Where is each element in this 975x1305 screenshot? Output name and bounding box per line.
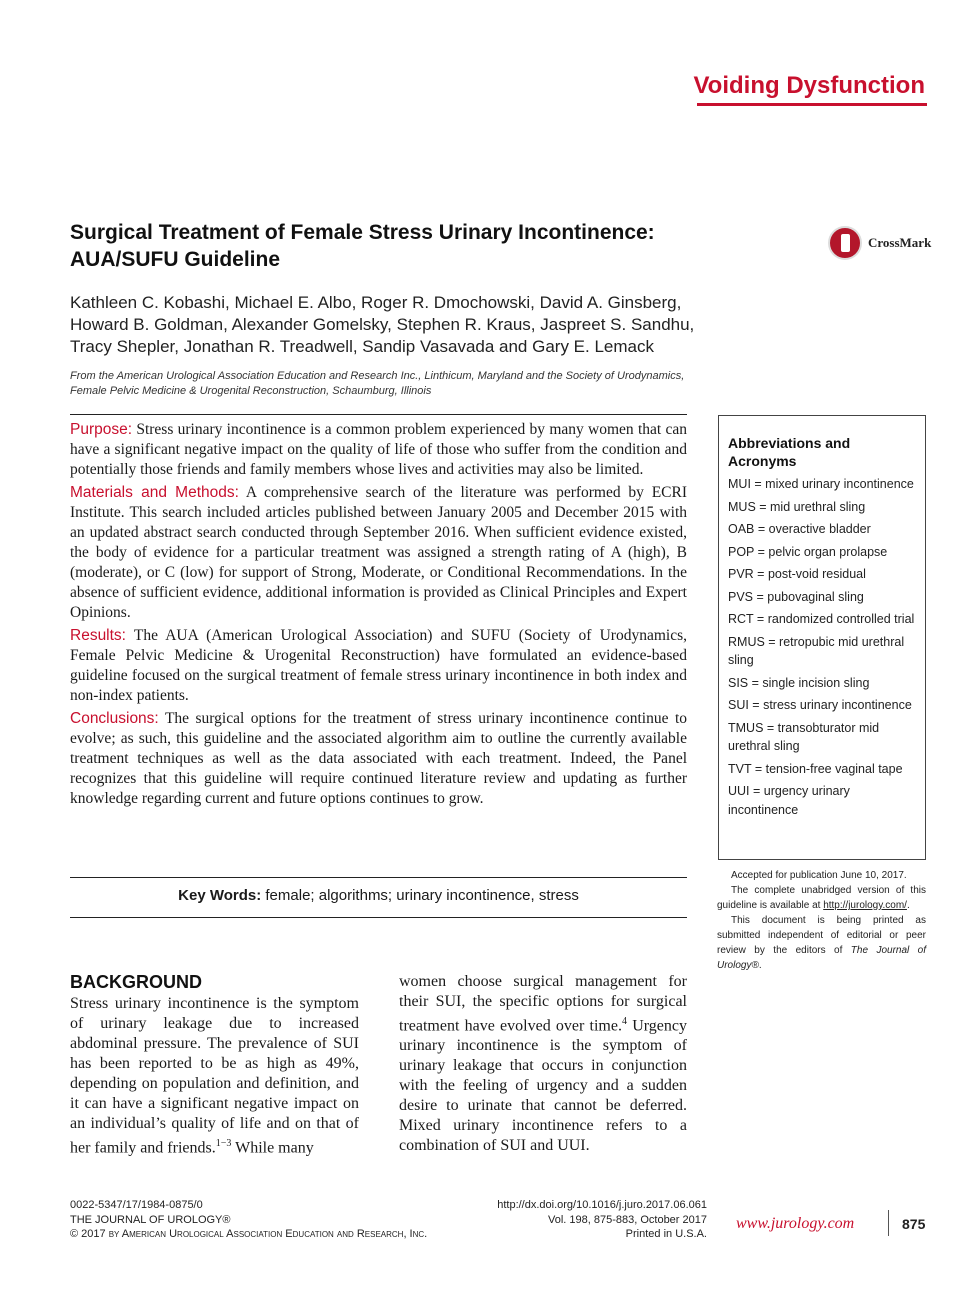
abbreviation-item: TMUS = transobturator mid urethral sling [728, 720, 880, 753]
col2-text-b: Urgency urinary incontinence is the symptom of urinary leakage that occurs in conjunction with the feeling of urgency and a sudden desire to urinate that cannot be deferred. Mixed urinary incontinence refers to a combination of SUI and UUI. [399, 1017, 687, 1155]
keywords [70, 887, 687, 904]
authors-line: Tracy Shepler, Jonathan R. Treadwell, Sandip Vasavada and Gary E. Lemack [70, 337, 654, 356]
crossmark-badge[interactable] [828, 226, 938, 262]
keywords-top-rule [70, 877, 687, 878]
page-number: 875 [902, 1216, 926, 1232]
methods-text: A comprehensive search of the literature was performed by ECRI Institute. This search included articles published between January 2005 and December 2015 with an updated abstract search conducted through September 2016. When sufficient evidence existed, the body of evidence for a particular treatment was assigned a strength rating of A (high), B (moderate), or C (low) for support of Strong, Moderate, or Conditional Recommendations. In the absence of sufficient evidence, additional information is provided as Clinical Principles and Expert Opinions. [70, 484, 688, 621]
conclusions-text: The surgical options for the treatment of stress urinary incontinence continue to evolve; as such, this guideline and the associated algorithm aim to outline the currently available treatment techniques as well as the data associated with each treatment. Indeed, the Panel recognizes that this guideline will require continued literature review and updating as further knowledge regarding current and future options continues to grow. [70, 710, 687, 807]
printed-prefix: This document is being printed as submitted independent of editorial or peer review by the editors of [717, 915, 926, 956]
abstract [70, 420, 687, 812]
abbreviation-item: PVR = post-void residual [728, 567, 866, 581]
abstract-purpose [70, 420, 687, 480]
journal-name: The Journal of Urology® [717, 945, 926, 971]
title-line-2: AUA/SUFU Guideline [70, 248, 281, 271]
col1-text: Stress urinary incontinence is the symptom of urinary leakage due to increased abdominal pressure. The prevalence of SUI has been reported to be as high as 49%, depending on population and definition, and it can have a significant negative impact on an individual’s quality of life and on that of her family and friends. [70, 995, 359, 1157]
keywords-text: female; algorithms; urinary incontinence, stress [261, 887, 579, 904]
background-heading: BACKGROUND [70, 972, 202, 992]
footer-volume: Vol. 198, 875-883, October 2017 [547, 1213, 707, 1226]
footer-middle [420, 1198, 707, 1242]
abbreviation-item: MUS = mid urethral sling [728, 499, 866, 514]
affiliation [70, 369, 750, 399]
abbreviations-box [718, 415, 926, 860]
col1-tail: While many [231, 1139, 314, 1157]
footer-issn: 0022-5347/17/1984-0875/0 [70, 1199, 203, 1211]
affiliation-line: From the American Urological Association Education and Research Inc., Linthicum, Maryland and the Society of Urodynamics, [70, 370, 685, 382]
authors-line: Howard B. Goldman, Alexander Gomelsky, Stephen R. Kraus, Jaspreet S. Sandhu, [70, 315, 695, 334]
abbreviation-item: OAB = overactive bladder [728, 522, 871, 536]
author-list [70, 292, 830, 358]
col1-reference[interactable]: 1−3 [215, 1138, 232, 1149]
complete-suffix: . [906, 900, 910, 911]
publication-note [717, 868, 926, 973]
abstract-methods [70, 483, 687, 623]
footer-website[interactable]: www.jurology.com [736, 1215, 855, 1232]
results-label: Results: [70, 627, 126, 644]
col2-text-a: women choose surgical management for their SUI, the specific options for surgical treatment have evolved over time. [399, 973, 687, 1035]
footer-journal: THE JOURNAL OF UROLOGY® [70, 1213, 231, 1226]
crossmark-icon [828, 226, 862, 260]
body-column-2 [399, 972, 687, 1156]
authors-line: Kathleen C. Kobashi, Michael E. Albo, Roger R. Dmochowski, David A. Ginsberg, [70, 293, 682, 312]
abbreviation-item: SUI = stress urinary incontinence [728, 698, 912, 712]
abbreviation-item: SIS = single incision sling [728, 675, 870, 690]
purpose-label: Purpose: [70, 421, 133, 438]
footer-printed: Printed in U.S.A. [625, 1228, 707, 1240]
abbreviation-item: POP = pelvic organ prolapse [728, 544, 888, 559]
body-column-1 [70, 994, 359, 1158]
abbreviation-item: UUI = urgency urinary incontinence [728, 784, 850, 817]
methods-label: Materials and Methods: [70, 484, 239, 501]
abstract-results [70, 626, 687, 706]
abbreviation-item: RMUS = retropubic mid urethral sling [728, 634, 905, 667]
guideline-link[interactable]: http://jurology.com/ [823, 900, 907, 911]
abbreviation-item: RCT = randomized controlled trial [728, 612, 915, 626]
results-text: The AUA (American Urological Association) and SUFU (Society of Urodynamics, Female Pelvic Medicine & Urogenital Reconstruction) have formulated an evidence-based guideline focused on the surgical treatment of female stress urinary incontinence in both index and non-index patients. [70, 627, 687, 704]
footer-doi[interactable]: http://dx.doi.org/10.1016/j.juro.2017.06.061 [497, 1199, 707, 1211]
abbreviations-title: Abbreviations and Acronyms [728, 435, 851, 469]
conclusions-label: Conclusions: [70, 710, 159, 727]
crossmark-label: CrossMark [868, 235, 932, 250]
complete-prefix: The complete unabridged version of this guideline is available at [717, 885, 926, 911]
footer-separator [888, 1210, 889, 1236]
abbreviation-item: TVT = tension-free vaginal tape [728, 761, 903, 776]
section-label: Voiding Dysfunction [693, 72, 925, 99]
affiliation-line: Female Pelvic Medicine & Urogenital Reconstruction, Schaumburg, Illinois [70, 385, 432, 397]
footer-left [70, 1198, 427, 1242]
abstract-top-rule [70, 414, 687, 415]
printed-suffix: . [758, 960, 762, 971]
complete-version-note [717, 883, 926, 913]
article-title [70, 219, 770, 273]
title-line-1: Surgical Treatment of Female Stress Urinary Incontinence: [70, 221, 655, 244]
accepted-note: Accepted for publication June 10, 2017. [731, 870, 907, 881]
keywords-bottom-rule [70, 917, 687, 918]
keywords-label: Key Words: [178, 887, 262, 904]
col2-reference[interactable]: 4 [621, 1016, 627, 1027]
abbreviation-item: MUI = mixed urinary incontinence [728, 477, 914, 491]
abstract-conclusions [70, 709, 687, 809]
section-rule [697, 103, 927, 106]
purpose-text: Stress urinary incontinence is a common problem experienced by many women that can have a significant negative impact on the quality of life of those who suffer from the condition and potentially those friends and family members whose lives and activities may also be limited. [70, 421, 687, 478]
footer-copyright: © 2017 by American Urological Association Education and Research, Inc. [70, 1228, 428, 1240]
printed-note [717, 913, 926, 973]
abbreviation-item: PVS = pubovaginal sling [728, 589, 864, 604]
